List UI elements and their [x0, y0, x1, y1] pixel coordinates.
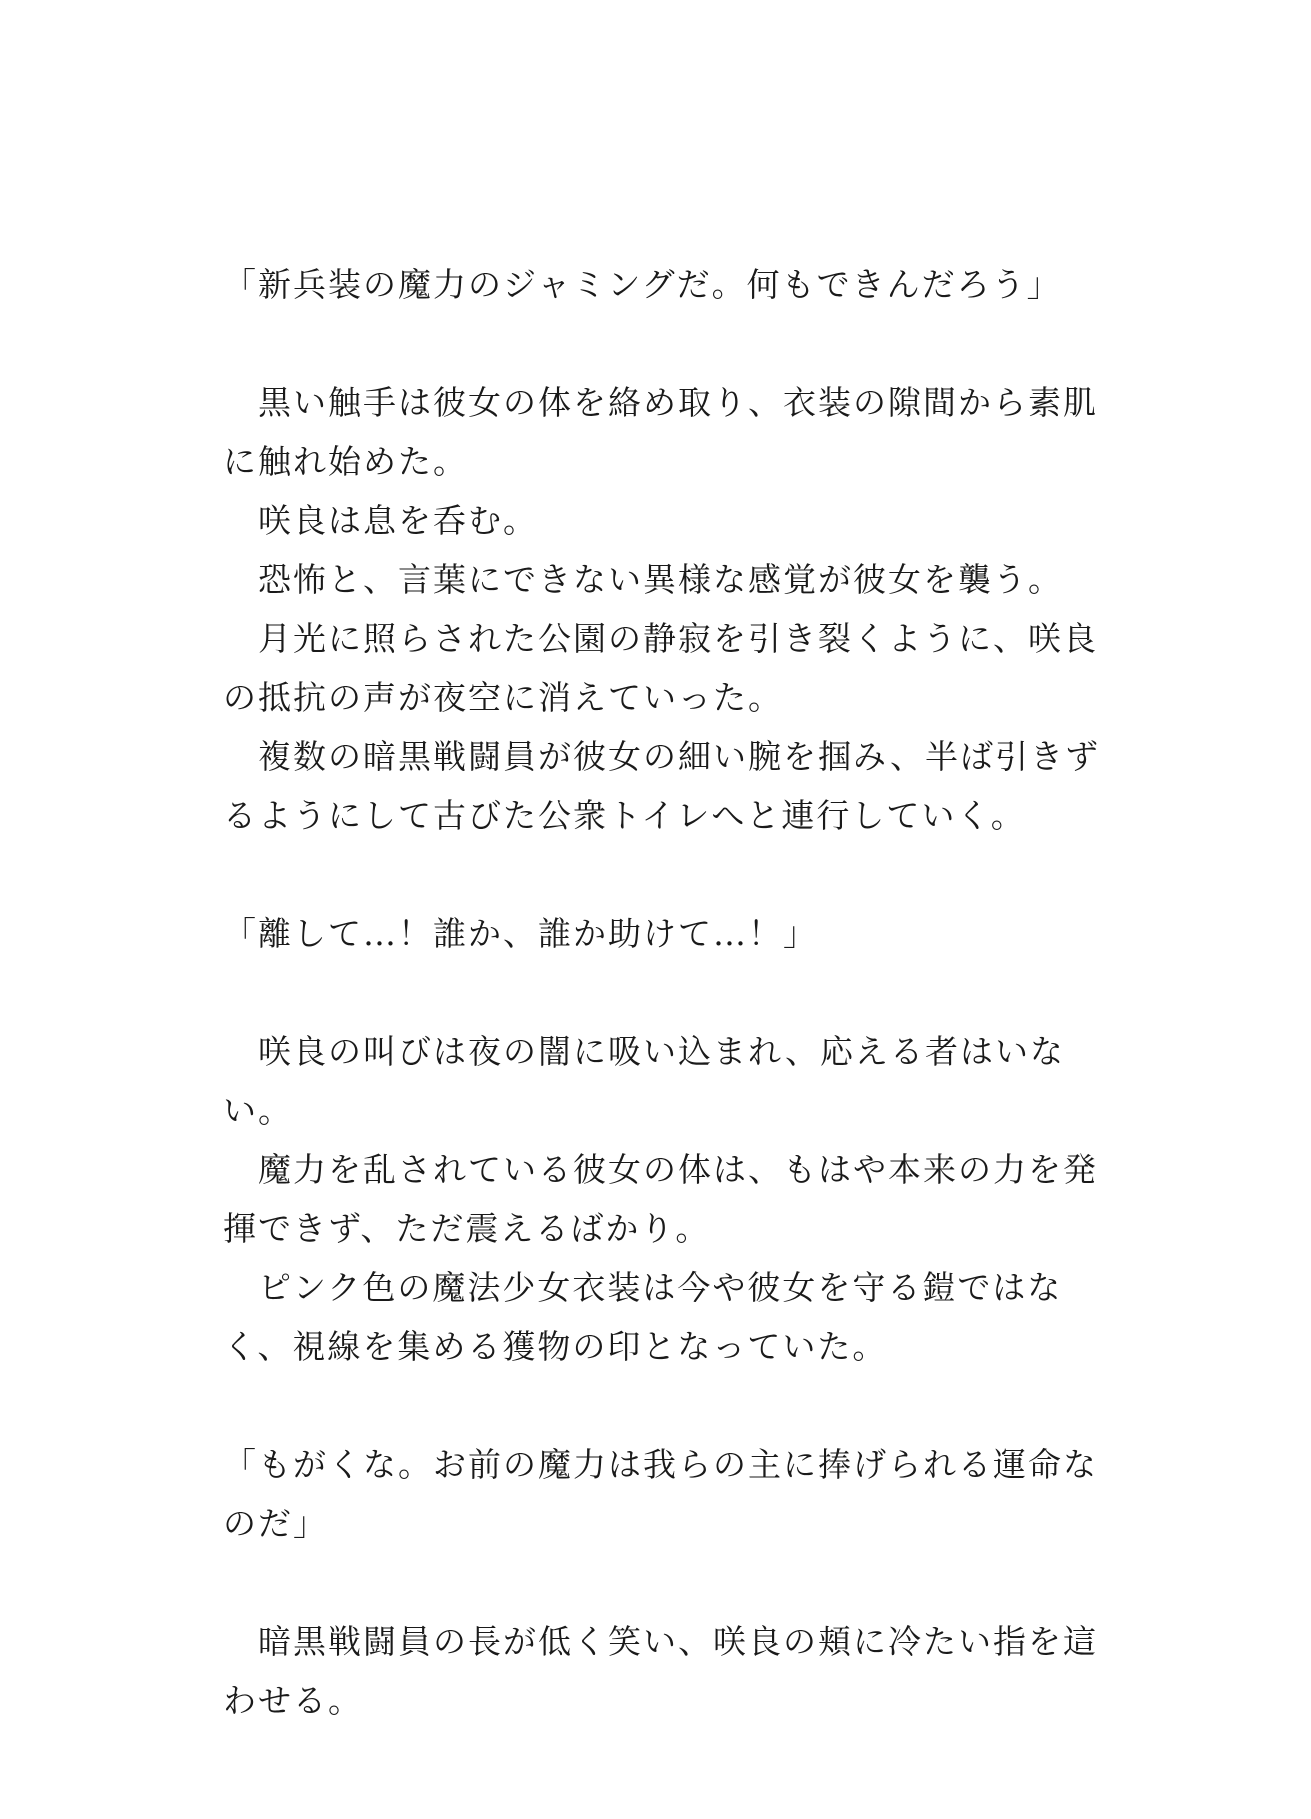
text-line: ピンク色の魔法少女衣装は今や彼女を守る鎧ではな	[223, 1268, 1063, 1307]
text-line: 「もがくな。お前の魔力は我らの主に捧げられる運命な	[223, 1445, 1098, 1484]
text-line: わせる。	[223, 1681, 363, 1720]
text-line: のだ」	[223, 1504, 328, 1543]
text-line: 「離して…！誰か、誰か助けて…！」	[223, 914, 818, 953]
text-line: 黒い触手は彼女の体を絡め取り、衣装の隙間から素肌	[223, 383, 1098, 422]
blank-line	[223, 1553, 1083, 1612]
text-line: の抵抗の声が夜空に消えていった。	[223, 678, 783, 717]
blank-line	[223, 845, 1083, 904]
text-line: い。	[223, 1091, 293, 1130]
text-line: 魔力を乱されている彼女の体は、もはや本来の力を発	[223, 1150, 1098, 1189]
text-line: 咲良の叫びは夜の闇に吸い込まれ、応える者はいな	[223, 1032, 1065, 1071]
text-line: 揮できず、ただ震えるばかり。	[223, 1209, 711, 1248]
text-line: 咲良は息を呑む。	[223, 501, 538, 540]
blank-line	[223, 1376, 1083, 1435]
text-line: 月光に照らされた公園の静寂を引き裂くように、咲良	[223, 619, 1098, 658]
body-text	[223, 255, 1100, 1730]
text-line: 恐怖と、言葉にできない異様な感覚が彼女を襲う。	[223, 560, 1063, 599]
text-line: に触れ始めた。	[223, 442, 468, 481]
blank-line	[223, 963, 1083, 1022]
text-line: 複数の暗黒戦闘員が彼女の細い腕を掴み、半ば引きず	[223, 737, 1100, 776]
text-line: 暗黒戦闘員の長が低く笑い、咲良の頬に冷たい指を這	[223, 1622, 1098, 1661]
text-line: く、視線を集める獲物の印となっていた。	[223, 1327, 888, 1366]
text-line: 「新兵装の魔力のジャミングだ。何もできんだろう」	[223, 265, 1062, 304]
blank-line	[223, 314, 1083, 373]
text-line: るようにして古びた公衆トイレへと連行していく。	[223, 796, 1026, 835]
